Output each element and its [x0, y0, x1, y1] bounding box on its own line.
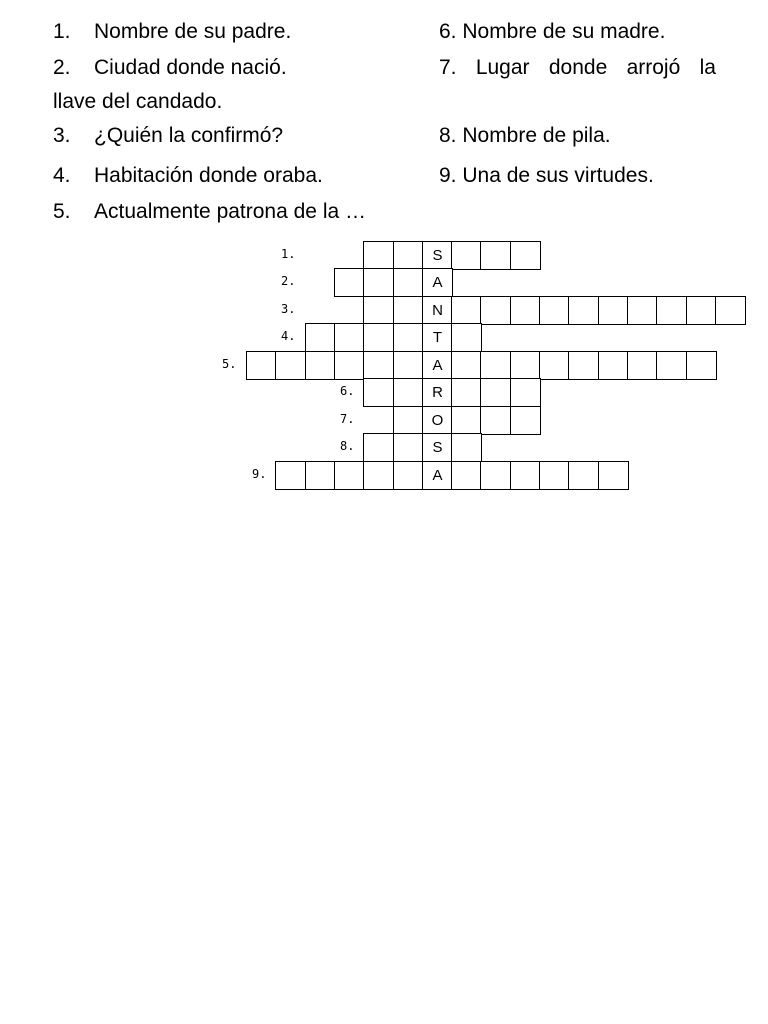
clue-text: llave del candado.	[53, 90, 223, 113]
crossword-cell[interactable]	[568, 461, 599, 490]
clue-text: Nombre de su padre.	[94, 20, 292, 43]
crossword-key-cell[interactable]: O	[422, 406, 453, 435]
crossword-cell[interactable]	[305, 351, 336, 380]
clue-text: Habitación donde oraba.	[94, 164, 323, 187]
crossword-cell[interactable]	[275, 351, 306, 380]
crossword-cell[interactable]	[480, 296, 511, 325]
crossword-cell[interactable]	[568, 351, 599, 380]
crossword-cell[interactable]	[393, 351, 424, 380]
crossword-cell[interactable]	[393, 433, 424, 462]
clue-word: arrojó	[626, 56, 681, 79]
crossword-cell[interactable]	[363, 268, 394, 297]
crossword-cell[interactable]	[334, 268, 365, 297]
crossword-key-cell[interactable]: T	[422, 323, 453, 352]
crossword-key-cell[interactable]: S	[422, 433, 453, 462]
crossword-cell[interactable]	[363, 378, 394, 407]
crossword-cell[interactable]	[480, 351, 511, 380]
crossword-cell[interactable]	[598, 296, 629, 325]
crossword-cell[interactable]	[451, 461, 482, 490]
crossword-cell[interactable]	[393, 461, 424, 490]
crossword-cell[interactable]	[510, 296, 541, 325]
crossword-cell[interactable]	[363, 241, 394, 270]
crossword-cell[interactable]	[598, 461, 629, 490]
crossword-row-number: 1.	[281, 247, 296, 261]
crossword-cell[interactable]	[363, 461, 394, 490]
crossword-cell[interactable]	[363, 323, 394, 352]
crossword-key-cell[interactable]: A	[422, 351, 453, 380]
crossword-cell[interactable]	[480, 378, 511, 407]
crossword-cell[interactable]	[451, 406, 482, 435]
crossword-cell[interactable]	[598, 351, 629, 380]
crossword-cell[interactable]	[393, 296, 424, 325]
clue-number: 4.	[53, 164, 71, 187]
crossword-cell[interactable]	[451, 241, 482, 270]
crossword-key-cell[interactable]: A	[422, 268, 453, 297]
clue-word: la	[699, 56, 716, 79]
clue-text: Ciudad donde nació.	[94, 56, 287, 79]
crossword-cell[interactable]	[568, 296, 599, 325]
crossword-row-number: 8.	[340, 439, 355, 453]
crossword-cell[interactable]	[246, 351, 277, 380]
crossword-cell[interactable]	[334, 323, 365, 352]
crossword-cell[interactable]	[393, 323, 424, 352]
crossword-cell[interactable]	[334, 461, 365, 490]
crossword-cell[interactable]	[686, 296, 717, 325]
crossword-cell[interactable]	[510, 241, 541, 270]
crossword-key-cell[interactable]: N	[422, 296, 453, 325]
clue-number: 3.	[53, 124, 71, 147]
crossword-row-number: 2.	[281, 274, 296, 288]
clue-text: ¿Quién la confirmó?	[94, 124, 284, 147]
crossword-cell[interactable]	[451, 351, 482, 380]
crossword-cell[interactable]	[510, 351, 541, 380]
crossword-row-number: 3.	[281, 302, 296, 316]
clue-number: 2.	[53, 56, 71, 79]
crossword-cell[interactable]	[627, 296, 658, 325]
crossword-row-number: 6.	[340, 384, 355, 398]
crossword-cell[interactable]	[451, 378, 482, 407]
crossword-cell[interactable]	[451, 433, 482, 462]
crossword-row-number: 5.	[222, 357, 237, 371]
crossword-row-number: 9.	[252, 467, 267, 481]
crossword-cell[interactable]	[480, 461, 511, 490]
clue-text: 9. Una de sus virtudes.	[439, 164, 654, 187]
clue-word: donde	[548, 56, 608, 79]
crossword-cell[interactable]	[627, 351, 658, 380]
crossword-cell[interactable]	[480, 406, 511, 435]
crossword-cell[interactable]	[510, 461, 541, 490]
clue-number: 5.	[53, 200, 71, 223]
clue-text: 8. Nombre de pila.	[439, 124, 611, 147]
crossword-cell[interactable]	[363, 296, 394, 325]
crossword-row-number: 4.	[281, 329, 296, 343]
crossword-cell[interactable]	[393, 406, 424, 435]
clue-text: Actualmente patrona de la …	[94, 200, 366, 223]
crossword-key-cell[interactable]: R	[422, 378, 453, 407]
crossword-cell[interactable]	[334, 351, 365, 380]
clue-word: 7.	[439, 56, 457, 79]
crossword-cell[interactable]	[363, 433, 394, 462]
crossword-cell[interactable]	[510, 378, 541, 407]
crossword-key-cell[interactable]: S	[422, 241, 453, 270]
clue-text: 6. Nombre de su madre.	[439, 20, 666, 43]
crossword-cell[interactable]	[510, 406, 541, 435]
crossword-cell[interactable]	[275, 461, 306, 490]
crossword-cell[interactable]	[393, 378, 424, 407]
crossword-cell[interactable]	[393, 268, 424, 297]
crossword-cell[interactable]	[686, 351, 717, 380]
crossword-cell[interactable]	[539, 461, 570, 490]
crossword-cell[interactable]	[656, 296, 687, 325]
crossword-cell[interactable]	[305, 323, 336, 352]
crossword-cell[interactable]	[451, 323, 482, 352]
crossword-cell[interactable]	[393, 241, 424, 270]
crossword-cell[interactable]	[363, 351, 394, 380]
crossword-cell[interactable]	[451, 296, 482, 325]
crossword-cell[interactable]	[656, 351, 687, 380]
clue-word: Lugar	[475, 56, 530, 79]
clue-number: 1.	[53, 20, 71, 43]
crossword-cell[interactable]	[480, 241, 511, 270]
crossword-cell[interactable]	[539, 296, 570, 325]
crossword-cell[interactable]	[539, 351, 570, 380]
crossword-cell[interactable]	[715, 296, 746, 325]
crossword-key-cell[interactable]: A	[422, 461, 453, 490]
crossword-cell[interactable]	[305, 461, 336, 490]
crossword-row-number: 7.	[340, 412, 355, 426]
